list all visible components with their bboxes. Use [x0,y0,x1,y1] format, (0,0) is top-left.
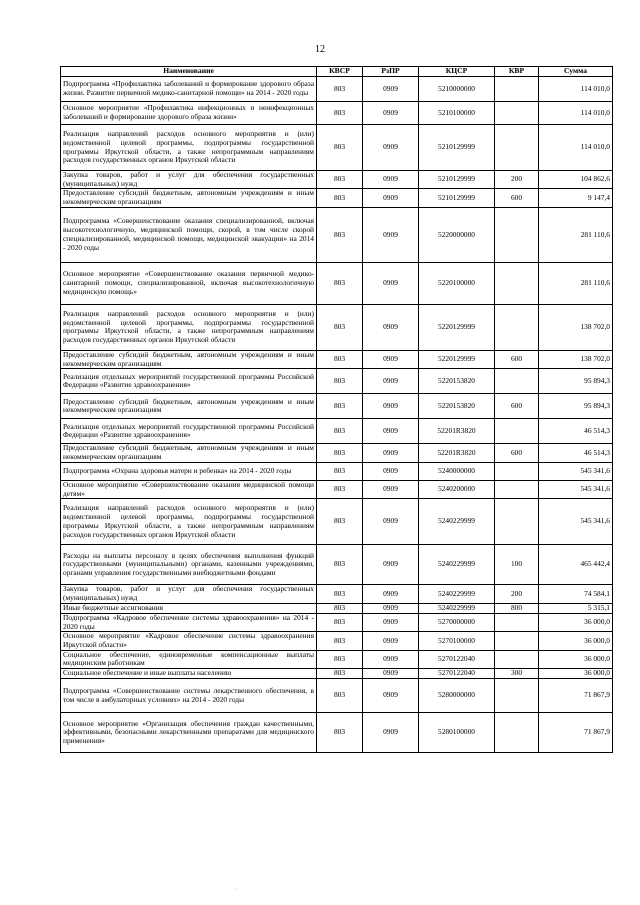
row-sum: 46 514,3 [539,444,613,462]
row-rzpr: 0909 [363,632,419,650]
row-kvr [495,369,539,394]
row-rzpr: 0909 [363,350,419,368]
row-kcsr: 52201R3820 [419,444,495,462]
row-sum: 545 341,6 [539,499,613,545]
row-kcsr: 5280100000 [419,713,495,753]
row-kvr [495,499,539,545]
row-rzpr: 0909 [363,171,419,189]
header-kcsr: КЦСР [419,67,495,77]
row-rzpr: 0909 [363,669,419,679]
row-kvr: 800 [495,603,539,613]
row-kvsr: 803 [317,480,363,498]
row-rzpr: 0909 [363,462,419,480]
row-rzpr: 0909 [363,369,419,394]
row-kvr [495,650,539,668]
row-kvsr: 803 [317,669,363,679]
row-kvr: 200 [495,585,539,603]
row-sum: 114 010,0 [539,125,613,171]
row-kvr: 100 [495,545,539,585]
row-rzpr: 0909 [363,189,419,207]
row-sum: 95 894,3 [539,369,613,394]
row-kvsr: 803 [317,304,363,350]
row-kcsr: 5240229999 [419,603,495,613]
row-sum: 281 110,6 [539,262,613,304]
row-kcsr: 5220129999 [419,350,495,368]
row-name: Подпрограмма «Совершенствование системы лекарственного обеспечения, в том числе в амбулаторных условиях» на 2014 - 2020 годы [61,679,317,713]
row-kvsr: 803 [317,613,363,631]
header-rzpr: РзПР [363,67,419,77]
row-kvsr: 803 [317,462,363,480]
row-kvsr: 803 [317,419,363,444]
row-sum: 36 000,0 [539,613,613,631]
table-row [61,419,613,444]
row-sum: 114 010,0 [539,102,613,125]
table-row [61,669,613,679]
table-row [61,444,613,462]
row-kvsr: 803 [317,394,363,419]
row-kcsr: 5210000000 [419,77,495,102]
row-name: Подпрограмма «Совершенствование оказания специализированной, включая высокотехнологичную, медицинской помощи, скорой, в том числе скорой специализированной, медицинской помощи, медицинской эвакуации» на 2014 - 2020 годы [61,207,317,262]
row-rzpr: 0909 [363,679,419,713]
row-kcsr: 5280000000 [419,679,495,713]
row-kvr: 200 [495,171,539,189]
row-kvr [495,632,539,650]
row-kvsr: 803 [317,679,363,713]
row-name: Предоставление субсидий бюджетным, автономным учреждениям и иным некоммерческим организациям [61,350,317,368]
row-kvsr: 803 [317,650,363,668]
row-name: Реализация отдельных мероприятий государственной программы Российской Федерации «Развитие здравоохранения» [61,369,317,394]
table-header-row [61,67,613,77]
row-kvr: 600 [495,350,539,368]
row-kvsr: 803 [317,585,363,603]
row-kcsr: 5210129999 [419,125,495,171]
row-kvsr: 803 [317,350,363,368]
table-row [61,613,613,631]
row-kvsr: 803 [317,125,363,171]
table-row [61,369,613,394]
row-name: Предоставление субсидий бюджетным, автономным учреждениям и иным некоммерческим организациям [61,394,317,419]
row-name: Подпрограмма «Профилактика заболеваний и формирование здорового образа жизни. Развитие первичной медико-санитарной помощи» на 2014 - 2020 годы [61,77,317,102]
row-kvr [495,262,539,304]
row-sum: 114 010,0 [539,77,613,102]
row-kcsr: 5240200000 [419,480,495,498]
row-name: Реализация направлений расходов основного мероприятия и (или) ведомственной целевой программы, подпрограммы государственной программы Иркутской области, а также непрограммным направлениям расходов государственных органов Иркутской области [61,304,317,350]
row-kvsr: 803 [317,102,363,125]
row-name: Закупка товаров, работ и услуг для обеспечения государственных (муниципальных) нужд [61,171,317,189]
row-sum: 71 867,9 [539,679,613,713]
row-name: Социальное обеспечение и иные выплаты населению [61,669,317,679]
table-row [61,171,613,189]
row-sum: 9 147,4 [539,189,613,207]
row-name: Основное мероприятие «Совершенствование оказания медицинской помощи детям» [61,480,317,498]
row-sum: 36 000,0 [539,650,613,668]
row-kvr: 300 [495,669,539,679]
row-kcsr: 5240229999 [419,585,495,603]
row-kcsr: 5240229999 [419,545,495,585]
row-kvsr: 803 [317,262,363,304]
header-name: Наименование [61,67,317,77]
table-row [61,480,613,498]
row-kcsr: 5270100000 [419,632,495,650]
row-sum: 46 514,3 [539,419,613,444]
row-kvr [495,713,539,753]
row-sum: 138 702,0 [539,304,613,350]
row-rzpr: 0909 [363,499,419,545]
table-row [61,603,613,613]
row-sum: 545 341,6 [539,462,613,480]
row-kcsr: 52201R3820 [419,419,495,444]
header-sum: Сумма [539,67,613,77]
row-rzpr: 0909 [363,419,419,444]
row-sum: 95 894,3 [539,394,613,419]
row-rzpr: 0909 [363,262,419,304]
row-rzpr: 0909 [363,613,419,631]
row-kvsr: 803 [317,77,363,102]
row-kcsr: 5210100000 [419,102,495,125]
table-row [61,207,613,262]
table-row [61,262,613,304]
row-name: Основное мероприятие «Профилактика инфекционных и неинфекционных заболеваний и формирование здорового образа жизни» [61,102,317,125]
row-sum: 104 862,6 [539,171,613,189]
row-rzpr: 0909 [363,125,419,171]
row-kvsr: 803 [317,444,363,462]
row-name: Предоставление субсидий бюджетным, автономным учреждениям и иным некоммерческим организациям [61,189,317,207]
table-row [61,394,613,419]
row-kvr: 600 [495,394,539,419]
row-name: Основное мероприятие «Совершенствование оказания первичной медико-санитарной помощи, специализированной, включая высокотехнологичную медицинскую помощь» [61,262,317,304]
row-kcsr: 5270122040 [419,669,495,679]
header-kvr: КВР [495,67,539,77]
table-row [61,585,613,603]
scan-speck: · [236,886,238,892]
page-number: 12 [315,44,325,55]
row-name: Основное мероприятие «Организация обеспечения граждан качественными, эффективными, безопасными лекарственными препаратами для медицинского применения» [61,713,317,753]
row-kcsr: 5210129999 [419,189,495,207]
row-kvr [495,304,539,350]
table-row [61,679,613,713]
row-kvsr: 803 [317,713,363,753]
row-rzpr: 0909 [363,545,419,585]
row-kvr [495,207,539,262]
row-kcsr: 5220129999 [419,304,495,350]
header-kvsr: КВСР [317,67,363,77]
row-kvsr: 803 [317,499,363,545]
row-rzpr: 0909 [363,102,419,125]
row-kvr [495,462,539,480]
row-kvr [495,419,539,444]
row-name: Расходы на выплаты персоналу в целях обеспечения выполнения функций государственными (муниципальными) органами, казенными учреждениями, органами управления государственными внебюджетными фондами [61,545,317,585]
row-rzpr: 0909 [363,650,419,668]
row-kvr [495,613,539,631]
row-sum: 74 584,1 [539,585,613,603]
row-rzpr: 0909 [363,77,419,102]
row-rzpr: 0909 [363,713,419,753]
row-kvr [495,679,539,713]
row-name: Подпрограмма «Охрана здоровья матери и ребенка» на 2014 - 2020 годы [61,462,317,480]
row-sum: 545 341,6 [539,480,613,498]
row-kvsr: 803 [317,545,363,585]
table-row [61,304,613,350]
row-kvr [495,102,539,125]
row-sum: 36 000,0 [539,632,613,650]
row-kvr: 600 [495,189,539,207]
table-row [61,462,613,480]
row-kcsr: 5220153820 [419,394,495,419]
budget-table [60,66,613,753]
row-rzpr: 0909 [363,585,419,603]
row-name: Основное мероприятие «Кадровое обеспечение системы здравоохранения Иркутской области» [61,632,317,650]
row-kcsr: 5220153820 [419,369,495,394]
row-kcsr: 5210129999 [419,171,495,189]
row-sum: 281 110,6 [539,207,613,262]
row-rzpr: 0909 [363,444,419,462]
table-row [61,350,613,368]
row-kcsr: 5220000000 [419,207,495,262]
row-rzpr: 0909 [363,480,419,498]
row-sum: 465 442,4 [539,545,613,585]
table-row [61,189,613,207]
table-row [61,632,613,650]
row-name: Подпрограмма «Кадровое обеспечение системы здравоохранения» на 2014 - 2020 годы [61,613,317,631]
row-kvr [495,77,539,102]
row-kvsr: 803 [317,632,363,650]
table-row [61,545,613,585]
row-sum: 71 867,9 [539,713,613,753]
row-kcsr: 5270122040 [419,650,495,668]
row-kvsr: 803 [317,207,363,262]
table-row [61,650,613,668]
table-row [61,713,613,753]
row-kcsr: 5270000000 [419,613,495,631]
table-row [61,102,613,125]
row-kvr: 600 [495,444,539,462]
row-kvsr: 803 [317,171,363,189]
row-kcsr: 5240000000 [419,462,495,480]
row-name: Закупка товаров, работ и услуг для обеспечения государственных (муниципальных) нужд [61,585,317,603]
row-kvr [495,480,539,498]
row-kcsr: 5220100000 [419,262,495,304]
row-sum: 36 000,0 [539,669,613,679]
row-name: Реализация отдельных мероприятий государственной программы Российской Федерации «Развитие здравоохранения» [61,419,317,444]
row-name: Реализация направлений расходов основного мероприятия и (или) ведомственной целевой программы, подпрограммы государственной программы Иркутской области, а также непрограммным направлениям расходов государственных органов Иркутской области [61,125,317,171]
table-row [61,125,613,171]
row-rzpr: 0909 [363,304,419,350]
row-sum: 138 702,0 [539,350,613,368]
row-name: Предоставление субсидий бюджетным, автономным учреждениям и иным некоммерческим организациям [61,444,317,462]
row-rzpr: 0909 [363,207,419,262]
row-kvsr: 803 [317,369,363,394]
row-rzpr: 0909 [363,394,419,419]
row-kvsr: 803 [317,189,363,207]
row-name: Социальное обеспечение, единовременные компенсационные выплаты медицинским работникам [61,650,317,668]
row-kcsr: 5240229999 [419,499,495,545]
table-row [61,77,613,102]
table-row [61,499,613,545]
row-rzpr: 0909 [363,603,419,613]
row-name: Иные бюджетные ассигнования [61,603,317,613]
row-kvr [495,125,539,171]
row-sum: 5 315,1 [539,603,613,613]
row-name: Реализация направлений расходов основного мероприятия и (или) ведомственной целевой программы, подпрограммы государственной программы Иркутской области, а также непрограммным направлениям расходов государственных органов Иркутской области [61,499,317,545]
row-kvsr: 803 [317,603,363,613]
